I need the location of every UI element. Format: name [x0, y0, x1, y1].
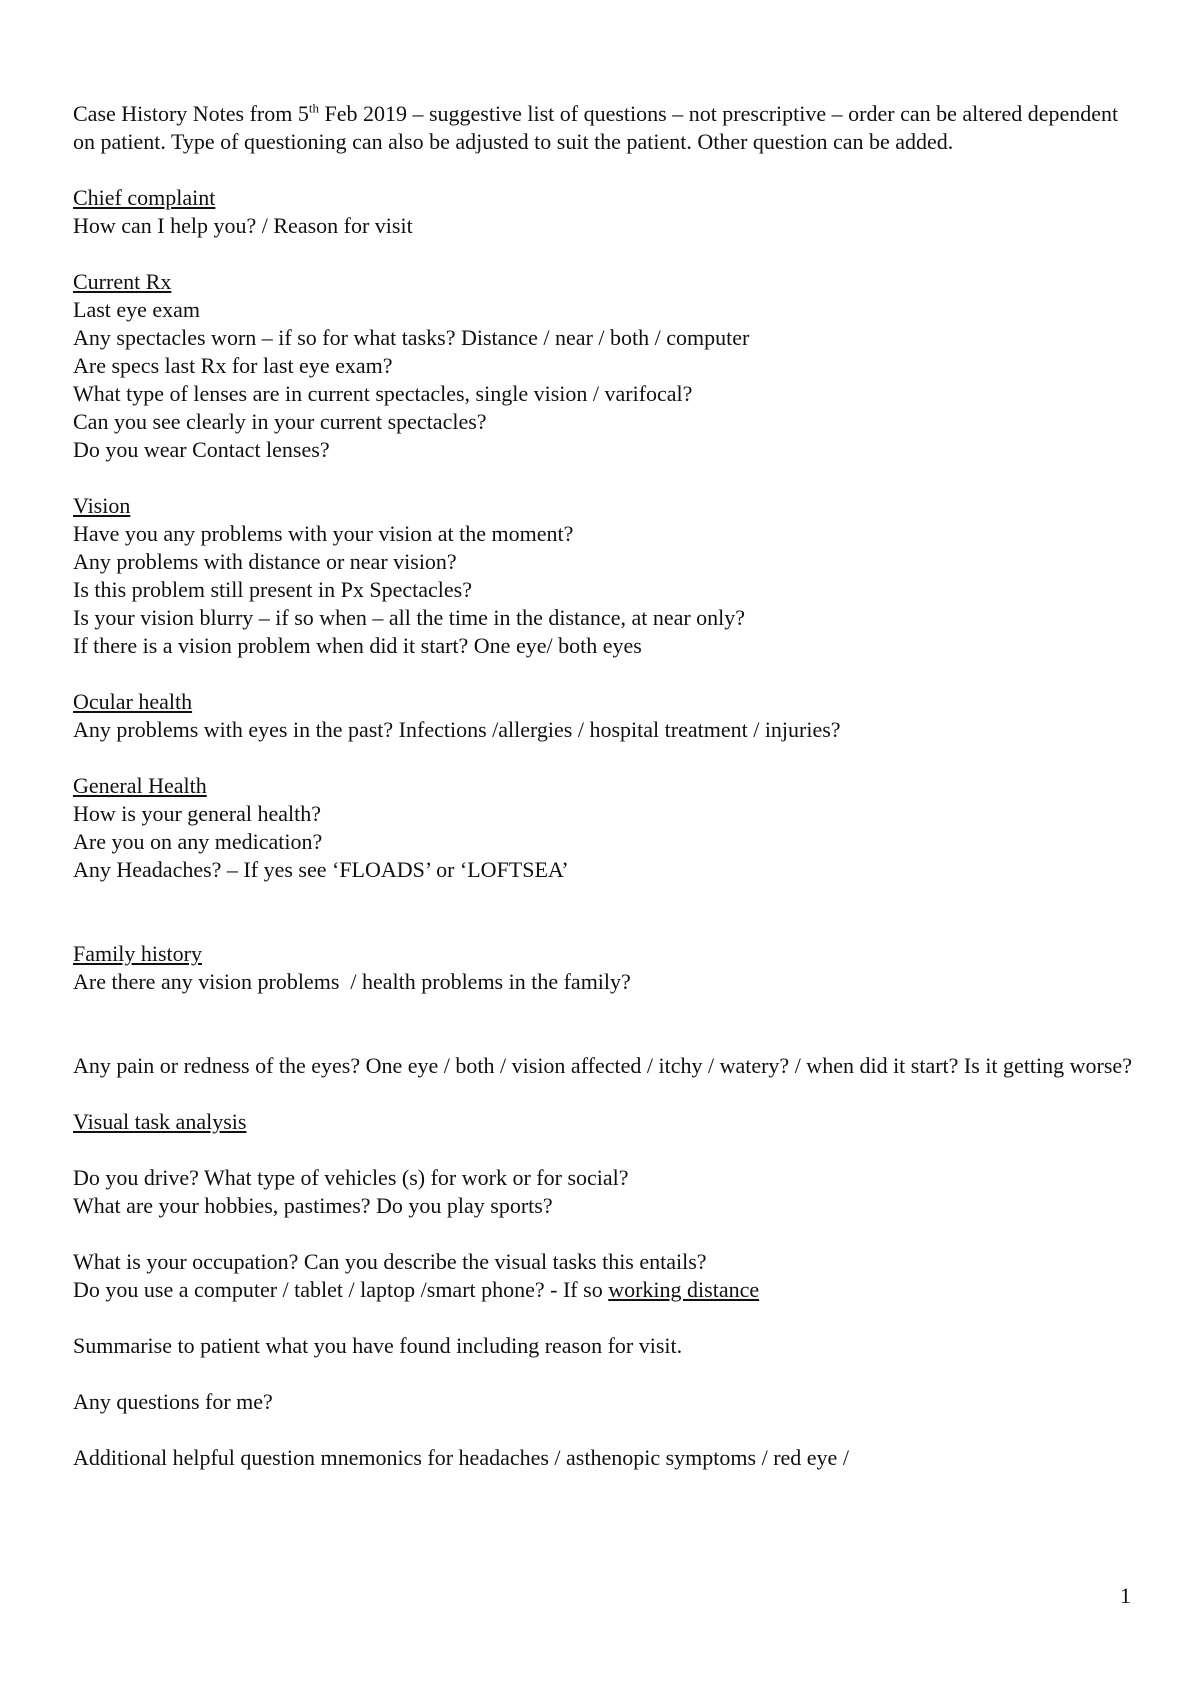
page-number: 1: [1120, 1583, 1131, 1608]
section-heading: Ocular health: [73, 689, 193, 714]
section-heading: Chief complaint: [73, 185, 216, 210]
section-visual-task-analysis: [73, 1108, 1133, 1304]
section-current-rx: [73, 268, 1133, 464]
question-line: Can you see clearly in your current spectacles?: [73, 409, 487, 434]
question-line: What type of lenses are in current spectacles, single vision / varifocal?: [73, 381, 693, 406]
question-line: Are you on any medication?: [73, 829, 323, 854]
red-eye-question: Any pain or redness of the eyes? One eye / both / vision affected / itchy / watery? / when did it start? Is it getting worse?: [73, 1053, 1132, 1078]
question-line: If there is a vision problem when did it start? One eye/ both eyes: [73, 633, 642, 658]
question-line: Do you drive? What type of vehicles (s) for work or for social?: [73, 1165, 629, 1190]
question-line: Are there any vision problems / health problems in the family?: [73, 969, 631, 994]
question-line: Do you wear Contact lenses?: [73, 437, 330, 462]
question-line: Last eye exam: [73, 297, 201, 322]
section-heading: General Health: [73, 773, 207, 798]
question-line: Any Headaches? – If yes see ‘FLOADS’ or ‘LOFTSEA’: [73, 857, 569, 882]
question-line: Is this problem still present in Px Spectacles?: [73, 577, 472, 602]
section-ocular-health: [73, 688, 1133, 744]
question-line: Is your vision blurry – if so when – all the time in the distance, at near only?: [73, 605, 746, 630]
question-line: Have you any problems with your vision at the moment?: [73, 521, 574, 546]
question-line: Any problems with eyes in the past? Infections /allergies / hospital treatment / injuries?: [73, 717, 841, 742]
intro-superscript: th: [308, 100, 319, 116]
section-family-history: [73, 940, 1133, 996]
section-heading: Vision: [73, 493, 131, 518]
section-chief-complaint: [73, 184, 1133, 240]
section-general-health: [73, 772, 1133, 884]
section-vision: [73, 492, 1133, 660]
question-line: Any problems with distance or near vision?: [73, 549, 457, 574]
working-distance-text: working distance: [608, 1277, 760, 1302]
question-line: Any spectacles worn – if so for what tasks? Distance / near / both / computer: [73, 325, 750, 350]
intro-text-1: Case History Notes from 5: [73, 101, 309, 126]
mnemonics-line: Additional helpful question mnemonics for headaches / asthenopic symptoms / red eye /: [73, 1445, 849, 1470]
questions-line: Any questions for me?: [73, 1389, 273, 1414]
question-line: What is your occupation? Can you describe the visual tasks this entails?: [73, 1249, 707, 1274]
section-heading: Current Rx: [73, 269, 172, 294]
question-line: How is your general health?: [73, 801, 322, 826]
intro-paragraph: [73, 100, 1133, 156]
section-heading: Family history: [73, 941, 202, 966]
device-question: Do you use a computer / tablet / laptop /smart phone? - If so: [73, 1277, 609, 1302]
question-line: [73, 1276, 1133, 1304]
section-heading: Visual task analysis: [73, 1109, 247, 1134]
question-line: How can I help you? / Reason for visit: [73, 213, 413, 238]
summarise-line: Summarise to patient what you have found including reason for visit.: [73, 1333, 683, 1358]
document-body: [73, 100, 1133, 1472]
question-line: What are your hobbies, pastimes? Do you play sports?: [73, 1193, 553, 1218]
question-line: Are specs last Rx for last eye exam?: [73, 353, 393, 378]
intro-text-2: Feb 2019 – suggestive list of questions – not prescriptive – order can be altered dependent on patient. Type of questioning can also be adjusted to suit the patient. Other question can be added.: [73, 101, 1119, 154]
